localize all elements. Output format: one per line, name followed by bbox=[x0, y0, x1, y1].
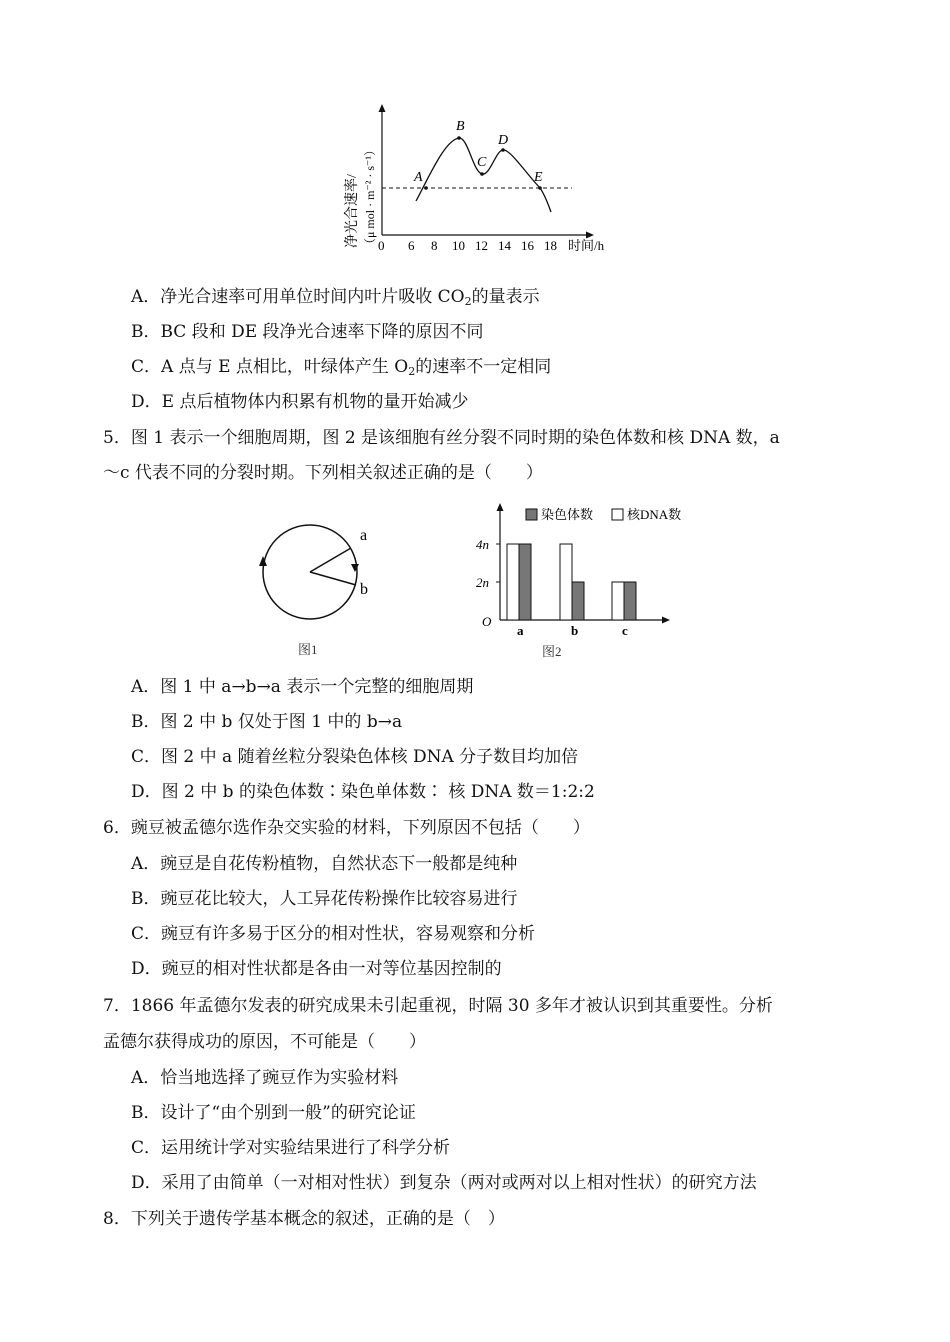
q4-option-a bbox=[131, 286, 540, 313]
q7-stem-line-2: 孟德尔获得成功的原因，不可能是（ ） bbox=[103, 1032, 426, 1052]
point-a-dot bbox=[424, 186, 428, 190]
rate-x-label: 时间/h bbox=[568, 238, 605, 253]
cell-cycle-radius-a bbox=[310, 548, 351, 572]
x-tick-14: 14 bbox=[498, 238, 511, 253]
cell-cycle-arrow-right bbox=[351, 564, 359, 572]
point-c-dot bbox=[480, 172, 484, 176]
q6-option-a: A．豌豆是自花传粉植物，自然状态下一般都是纯种 bbox=[131, 854, 518, 874]
bar-chart-y-arrow bbox=[497, 503, 504, 511]
rate-y-label-1: 净光合速率/ bbox=[345, 174, 360, 248]
cell-cycle-radius-b bbox=[310, 572, 356, 585]
q5-stem-line-1: 5．图 1 表示一个细胞周期，图 2 是该细胞有丝分裂不同时期的染色体数和核 DNA 数，a bbox=[103, 428, 780, 448]
q6-option-b: B．豌豆花比较大，人工异花传粉操作比较容易进行 bbox=[131, 889, 518, 909]
x-tick-8: 8 bbox=[431, 238, 438, 253]
legend-label-dna: 核DNA数 bbox=[627, 507, 682, 522]
legend-swatch-dna bbox=[612, 509, 623, 520]
q5-option-c: C．图 2 中 a 随着丝粒分裂染色体核 DNA 分子数目均加倍 bbox=[131, 747, 579, 767]
q8-stem: 8．下列关于遗传学基本概念的叙述，正确的是（ ） bbox=[103, 1209, 505, 1229]
point-c-label: C bbox=[477, 155, 487, 170]
q4-option-b: B．BC 段和 DE 段净光合速率下降的原因不同 bbox=[131, 322, 484, 342]
q4-option-c bbox=[131, 356, 551, 383]
q4-option-c-subscript: 2 bbox=[408, 365, 416, 378]
cell-cycle-label-b: b bbox=[360, 581, 368, 598]
point-d-label: D bbox=[498, 133, 509, 148]
q5-stem-line-2: ～c 代表不同的分裂时期。下列相关叙述正确的是（ ） bbox=[103, 463, 543, 483]
origin-label: O bbox=[482, 614, 492, 629]
q5-option-a: A．图 1 中 a→b→a 表示一个完整的细胞周期 bbox=[131, 677, 474, 697]
x-tick-10: 10 bbox=[452, 238, 465, 253]
q7-option-d: D．采用了由简单（一对相对性状）到复杂（两对或两对以上相对性状）的研究方法 bbox=[131, 1173, 757, 1193]
q4-option-a-subscript: 2 bbox=[464, 295, 472, 308]
rate-y-label-2: （μ mol · m⁻² · s⁻¹） bbox=[363, 144, 377, 250]
legend-swatch-chromosome bbox=[526, 509, 537, 520]
point-e-dot bbox=[538, 186, 542, 190]
cell-cycle-caption: 图1 bbox=[298, 642, 318, 657]
q5-option-b: B．图 2 中 b 仅处于图 1 中的 b→a bbox=[131, 712, 403, 732]
q4-option-a-text: A．净光合速率可用单位时间内叶片吸收 CO bbox=[131, 287, 465, 307]
rate-x-ticks bbox=[378, 238, 557, 253]
rate-points bbox=[413, 119, 543, 190]
point-e-label: E bbox=[534, 170, 543, 185]
category-label-b: b bbox=[571, 623, 579, 638]
q4-option-d: D．E 点后植物体内积累有机物的量开始减少 bbox=[131, 392, 469, 412]
category-label-a: a bbox=[517, 623, 524, 638]
bar-chart-x-arrow bbox=[662, 617, 670, 624]
q6-option-c: C．豌豆有许多易于区分的相对性状，容易观察和分析 bbox=[131, 924, 536, 944]
x-tick-18: 18 bbox=[544, 238, 557, 253]
q5-option-d: D．图 2 中 b 的染色体数∶染色单体数∶ 核 DNA 数＝1:2:2 bbox=[131, 782, 595, 802]
y-tick-2n: 2n bbox=[476, 575, 489, 590]
q4-option-c-tail: 的速率不一定相同 bbox=[415, 357, 552, 377]
q7-option-b: B．设计了“由个别到一般”的研究论证 bbox=[131, 1103, 416, 1123]
q6-option-d: D．豌豆的相对性状都是各由一对等位基因控制的 bbox=[131, 959, 502, 979]
q7-option-a: A．恰当地选择了豌豆作为实验材料 bbox=[131, 1068, 399, 1088]
point-d-dot bbox=[501, 148, 505, 152]
point-a-label: A bbox=[414, 170, 423, 185]
rate-curve-figure bbox=[320, 100, 630, 260]
bar-chart-caption: 图2 bbox=[542, 644, 562, 659]
cell-cycle-figure bbox=[255, 510, 385, 660]
category-label-c: c bbox=[622, 623, 628, 638]
q7-stem-line-1: 7．1866 年孟德尔发表的研究成果未引起重视，时隔 30 多年才被认识到其重要性。分析 bbox=[103, 996, 773, 1016]
q4-option-a-tail: 的量表示 bbox=[471, 287, 540, 307]
x-tick-12: 12 bbox=[475, 238, 488, 253]
bar-a-dna bbox=[507, 544, 519, 620]
bar-group bbox=[507, 544, 636, 620]
x-tick-16: 16 bbox=[521, 238, 534, 253]
q4-option-c-text: C．A 点与 E 点相比，叶绿体产生 O bbox=[131, 357, 409, 377]
bar-b-dna bbox=[560, 544, 572, 620]
point-b-dot bbox=[457, 136, 461, 140]
bar-c-chromosome bbox=[624, 582, 636, 620]
x-tick-6: 6 bbox=[408, 238, 415, 253]
bar-a-chromosome bbox=[519, 544, 531, 620]
q6-stem: 6．豌豆被孟德尔选作杂交实验的材料，下列原因不包括（ ） bbox=[103, 818, 590, 838]
point-b-label: B bbox=[456, 119, 465, 134]
y-tick-4n: 4n bbox=[476, 537, 489, 552]
bar-chart-figure bbox=[470, 500, 700, 665]
legend-label-chromosome: 染色体数 bbox=[541, 507, 594, 522]
q7-option-c: C．运用统计学对实验结果进行了科学分析 bbox=[131, 1138, 451, 1158]
bar-c-dna bbox=[612, 582, 624, 620]
bar-b-chromosome bbox=[572, 582, 584, 620]
x-tick-0: 0 bbox=[378, 238, 385, 253]
cell-cycle-label-a: a bbox=[360, 527, 368, 544]
rate-y-arrow bbox=[379, 104, 386, 112]
